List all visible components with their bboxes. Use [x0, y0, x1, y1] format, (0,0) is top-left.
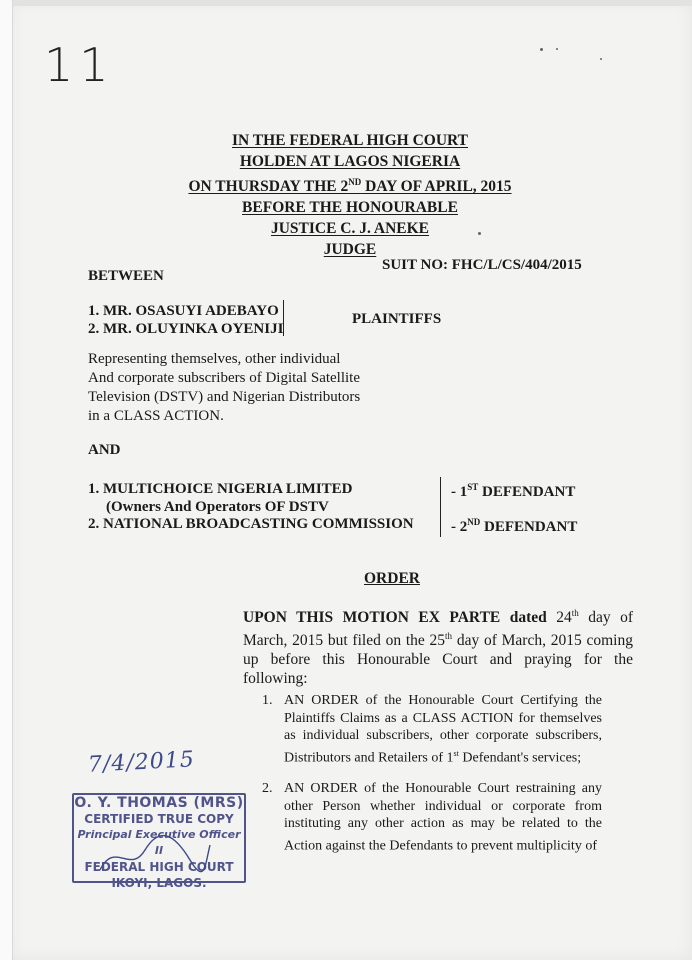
signature-scribble: [95, 830, 215, 880]
plaintiffs-role: PLAINTIFFS: [352, 311, 442, 327]
stamp-officer: Principal Executive Officer II: [77, 828, 241, 857]
and-label: AND: [88, 442, 121, 458]
stamp-certified: CERTIFIED TRUE COPY: [84, 812, 234, 826]
defendant-1-role: - 1ST DEFENDANT: [451, 482, 576, 500]
order-item-text: AN ORDER of the Honourable Court Certifying the Plaintiffs Claims as a CLASS ACTION for themselves as individual subscribers, other corporate subscribers, Distributors and Retailers of 1st Defendant's services;: [284, 693, 602, 766]
plaintiff-2: 2. MR. OLUYINKA OYENIJI: [88, 321, 284, 337]
plaintiff-description-2: And corporate subscribers of Digital Satellite: [88, 370, 361, 386]
plaintiff-description-3: Television (DSTV) and Nigerian Distributors: [88, 389, 361, 405]
page-top-edge: [0, 0, 692, 6]
plaintiffs-bracket: [283, 300, 290, 336]
defendant-1: 1. MULTICHOICE NIGERIA LIMITED: [88, 481, 353, 497]
order-item-text: AN ORDER of the Honourable Court restraining any other Person whether individual or corporate from instituting any other action as may be related to the Action against the Defendants to prevent multiplicity of: [284, 781, 602, 854]
stamp-name: O. Y. THOMAS (MRS): [74, 795, 244, 811]
heading-line-1: IN THE FEDERAL HIGH COURT: [231, 132, 469, 149]
heading-line-5: JUSTICE C. J. ANEKE: [270, 220, 430, 238]
court-heading: [150, 130, 550, 260]
paper-speck: [556, 48, 558, 50]
defendant-2: 2. NATIONAL BROADCASTING COMMISSION: [88, 516, 414, 532]
margin-page-mark: 11: [44, 38, 115, 92]
heading-line-2: HOLDEN AT LAGOS NIGERIA: [239, 153, 461, 170]
stamp-location: IKOYI, LAGOS.: [111, 876, 207, 890]
order-item-2: [262, 780, 602, 855]
paper-speck: [600, 58, 602, 60]
defendant-2-role: - 2ND DEFENDANT: [451, 517, 578, 535]
plaintiff-description-1: Representing themselves, other individual: [88, 351, 341, 367]
order-item-number: 2.: [262, 781, 273, 796]
heading-line-6: JUDGE: [323, 241, 377, 259]
between-label: BETWEEN: [88, 268, 164, 284]
stamp-court: FEDERAL HIGH COURT: [84, 860, 234, 874]
plaintiff-description-4: in a CLASS ACTION.: [88, 408, 224, 424]
order-item-number: 1.: [262, 693, 273, 708]
order-item-1: [262, 692, 602, 767]
handwritten-date: 7/4/2015: [87, 747, 196, 778]
plaintiff-1: 1. MR. OSASUYI ADEBAYO: [88, 303, 279, 319]
order-title: ORDER: [364, 570, 420, 587]
paper-speck: [540, 48, 543, 51]
page-left-edge: [0, 0, 13, 960]
defendants-bracket: [440, 477, 447, 537]
defendant-1-subtitle: (Owners And Operators OF DSTV: [106, 499, 329, 515]
motion-paragraph: UPON THIS MOTION EX PARTE dated 24th day of March, 2015 but filed on the 25th day of March, 2015 coming up before this Honourable Court and praying for the following:: [243, 608, 634, 688]
heading-line-4: BEFORE THE HONOURABLE: [242, 199, 458, 217]
paper-speck: [478, 232, 481, 235]
heading-line-3: ON THURSDAY THE 2ND DAY OF APRIL, 2015: [188, 177, 512, 196]
suit-number: SUIT NO: FHC/L/CS/404/2015: [382, 257, 582, 273]
